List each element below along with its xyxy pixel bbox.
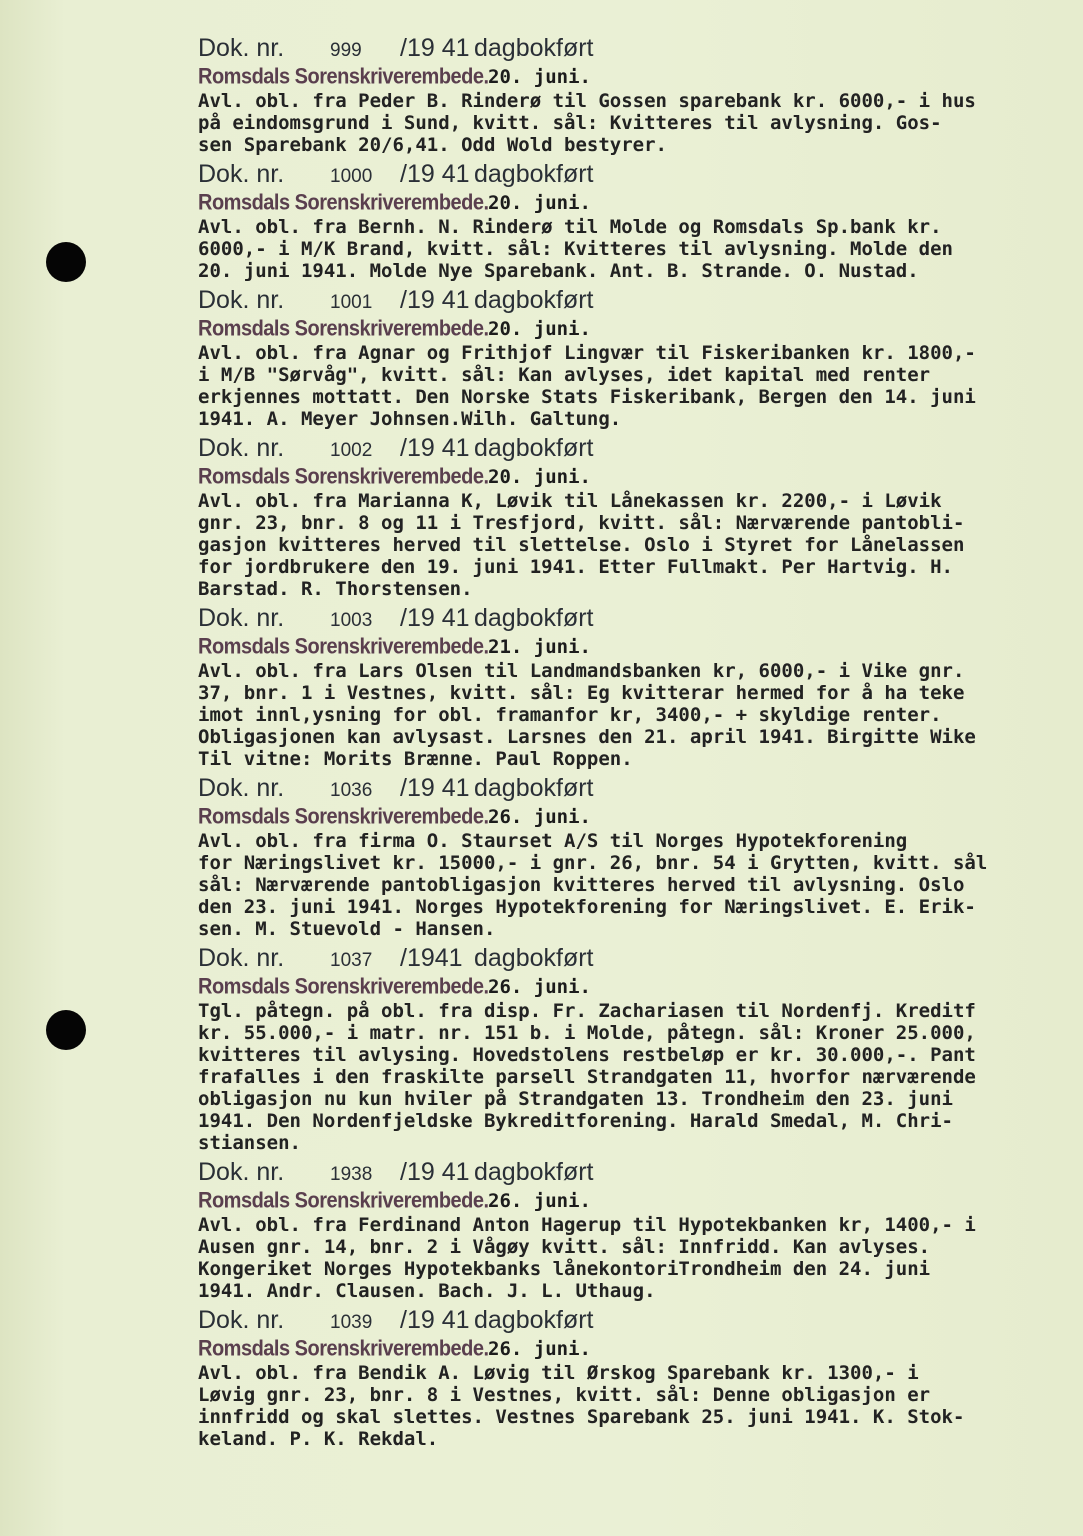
entry-date: 20. juni. (488, 66, 591, 88)
stamp-label: Dok. nr. (198, 1306, 285, 1334)
registration-stamp (198, 1158, 1078, 1190)
text-line: innfridd og skal slettes. Vestnes Sparebank 25. juni 1941. K. Stok- (198, 1406, 965, 1428)
stamp-status: dagbokført (474, 160, 594, 188)
stamp-year: /19 41 (400, 1158, 470, 1186)
text-line: Tgl. påtegn. på obl. fra disp. Fr. Zachariasen til Nordenfj. Kreditf (198, 1000, 976, 1022)
stamp-year: /19 41 (400, 286, 470, 314)
office-stamp: Romsdals Sorenskriverembede. (198, 634, 489, 660)
text-line: 1941. A. Meyer Johnsen.Wilh. Galtung. (198, 408, 622, 430)
registration-stamp (198, 604, 1078, 636)
registration-stamp (198, 434, 1078, 466)
entry-text (198, 342, 1078, 430)
text-line: Til vitne: Morits Brænne. Paul Roppen. (198, 748, 633, 770)
text-line: for jordbrukere den 19. juni 1941. Etter Fullmakt. Per Hartvig. H. (198, 556, 953, 578)
stamp-year: /19 41 (400, 160, 470, 188)
stamp-status: dagbokført (474, 944, 594, 972)
text-line: Avl. obl. fra Peder B. Rinderø til Gossen sparebank kr. 6000,- i hus (198, 90, 976, 112)
entry-text (198, 1362, 1078, 1450)
entries-list (198, 34, 1078, 1454)
registration-stamp (198, 944, 1078, 976)
stamp-status: dagbokført (474, 286, 594, 314)
text-line: Kongeriket Norges Hypotekbanks lånekontoriTrondheim den 24. juni (198, 1258, 931, 1280)
ledger-entry (198, 944, 1078, 1154)
text-line: Avl. obl. fra Bernh. N. Rinderø til Molde og Romsdals Sp.bank kr. (198, 216, 942, 238)
stamp-label: Dok. nr. (198, 1158, 285, 1186)
ledger-entry (198, 434, 1078, 600)
text-line: sen Sparebank 20/6,41. Odd Wold bestyrer. (198, 134, 667, 156)
text-line: Avl. obl. fra Bendik A. Løvig til Ørskog Sparebank kr. 1300,- i (198, 1362, 919, 1384)
stamp-year: /19 41 (400, 434, 470, 462)
text-line: 37, bnr. 1 i Vestnes, kvitt. sål: Eg kvitterar hermed for å ha teke (198, 682, 965, 704)
text-line: for Næringslivet kr. 15000,- i gnr. 26, bnr. 54 i Grytten, kvitt. sål (198, 852, 988, 874)
ledger-entry (198, 160, 1078, 282)
text-line: stiansen. (198, 1132, 301, 1154)
office-line (198, 1338, 1078, 1362)
stamp-label: Dok. nr. (198, 774, 285, 802)
ledger-entry (198, 34, 1078, 156)
entry-date: 26. juni. (488, 1190, 591, 1212)
document-number: 1037 (330, 950, 373, 971)
ledger-entry (198, 1306, 1078, 1450)
text-line: erkjennes mottatt. Den Norske Stats Fiskeribank, Bergen den 14. juni (198, 386, 976, 408)
stamp-label: Dok. nr. (198, 286, 285, 314)
ledger-entry (198, 286, 1078, 430)
text-line: Ausen gnr. 14, bnr. 2 i Vågøy kvitt. sål: Innfridd. Kan avlyses. (198, 1236, 931, 1258)
entry-date: 26. juni. (488, 976, 591, 998)
office-stamp: Romsdals Sorenskriverembede. (198, 1188, 489, 1214)
office-stamp: Romsdals Sorenskriverembede. (198, 316, 489, 342)
text-line: på eindomsgrund i Sund, kvitt. sål: Kvitteres til avlysning. Gos- (198, 112, 942, 134)
text-line: i M/B "Sørvåg", kvitt. sål: Kan avlyses, idet kapital med renter (198, 364, 931, 386)
stamp-status: dagbokført (474, 434, 594, 462)
text-line: keland. P. K. Rekdal. (198, 1428, 439, 1450)
document-number: 1003 (330, 610, 373, 631)
text-line: imot innl,ysning for obl. framanfor kr, 3400,- + skyldige renter. (198, 704, 942, 726)
stamp-status: dagbokført (474, 604, 594, 632)
entry-date: 20. juni. (488, 192, 591, 214)
stamp-year: /19 41 (400, 774, 470, 802)
text-line: Avl. obl. fra Marianna K, Løvik til Lånekassen kr. 2200,- i Løvik (198, 490, 942, 512)
office-stamp: Romsdals Sorenskriverembede. (198, 1336, 489, 1362)
entry-date: 20. juni. (488, 318, 591, 340)
office-stamp: Romsdals Sorenskriverembede. (198, 464, 489, 490)
text-line: kvitteres til avlysing. Hovedstolens restbeløp er kr. 30.000,-. Pant (198, 1044, 976, 1066)
document-number: 1036 (330, 780, 373, 801)
document-number: 1938 (330, 1164, 373, 1185)
office-line (198, 318, 1078, 342)
registration-stamp (198, 774, 1078, 806)
document-number: 1000 (330, 166, 373, 187)
text-line: frafalles i den fraskilte parsell Strandgaten 11, hvorfor nærværende (198, 1066, 976, 1088)
stamp-status: dagbokført (474, 774, 594, 802)
text-line: Avl. obl. fra firma O. Staurset A/S til Norges Hypotekforening (198, 830, 908, 852)
entry-date: 21. juni. (488, 636, 591, 658)
document-number: 1039 (330, 1312, 373, 1333)
entry-text (198, 490, 1078, 600)
entry-text (198, 216, 1078, 282)
text-line: obligasjon nu kun hviler på Strandgaten 13. Trondheim den 23. juni (198, 1088, 953, 1110)
text-line: Avl. obl. fra Ferdinand Anton Hagerup til Hypotekbanken kr, 1400,- i (198, 1214, 976, 1236)
office-stamp: Romsdals Sorenskriverembede. (198, 804, 489, 830)
office-line (198, 466, 1078, 490)
text-line: gasjon kvitteres herved til slettelse. Oslo i Styret for Lånelassen (198, 534, 965, 556)
entry-text (198, 830, 1078, 940)
stamp-year: /19 41 (400, 604, 470, 632)
entry-text (198, 90, 1078, 156)
registration-stamp (198, 1306, 1078, 1338)
office-stamp: Romsdals Sorenskriverembede. (198, 190, 489, 216)
text-line: Barstad. R. Thorstensen. (198, 578, 473, 600)
document-number: 1001 (330, 292, 373, 313)
office-line (198, 806, 1078, 830)
office-line (198, 976, 1078, 1000)
text-line: sen. M. Stuevold - Hansen. (198, 918, 496, 940)
stamp-label: Dok. nr. (198, 434, 285, 462)
entry-date: 26. juni. (488, 1338, 591, 1360)
office-line (198, 66, 1078, 90)
stamp-label: Dok. nr. (198, 944, 285, 972)
text-line: 20. juni 1941. Molde Nye Sparebank. Ant. B. Strande. O. Nustad. (198, 260, 919, 282)
document-number: 999 (330, 40, 362, 61)
text-line: Løvig gnr. 23, bnr. 8 i Vestnes, kvitt. sål: Denne obligasjon er (198, 1384, 931, 1406)
text-line: Avl. obl. fra Agnar og Frithjof Lingvær til Fiskeribanken kr. 1800,- (198, 342, 976, 364)
stamp-status: dagbokført (474, 34, 594, 62)
entry-date: 26. juni. (488, 806, 591, 828)
text-line: 1941. Andr. Clausen. Bach. J. L. Uthaug. (198, 1280, 656, 1302)
document-number: 1002 (330, 440, 373, 461)
stamp-status: dagbokført (474, 1306, 594, 1334)
text-line: 1941. Den Nordenfjeldske Bykreditforening. Harald Smedal, M. Chri- (198, 1110, 953, 1132)
registration-stamp (198, 286, 1078, 318)
office-line (198, 192, 1078, 216)
text-line: gnr. 23, bnr. 8 og 11 i Tresfjord, kvitt. sål: Nærværende pantobli- (198, 512, 965, 534)
text-line: kr. 55.000,- i matr. nr. 151 b. i Molde, påtegn. sål: Kroner 25.000, (198, 1022, 976, 1044)
text-line: 6000,- i M/K Brand, kvitt. sål: Kvitteres til avlysning. Molde den (198, 238, 953, 260)
office-line (198, 1190, 1078, 1214)
text-line: Obligasjonen kan avlysast. Larsnes den 21. april 1941. Birgitte Wike (198, 726, 976, 748)
ledger-entry (198, 774, 1078, 940)
registration-stamp (198, 160, 1078, 192)
entry-date: 20. juni. (488, 466, 591, 488)
binder-hole (46, 242, 86, 282)
text-line: Avl. obl. fra Lars Olsen til Landmandsbanken kr, 6000,- i Vike gnr. (198, 660, 965, 682)
binder-hole (46, 1010, 86, 1050)
ledger-entry (198, 1158, 1078, 1302)
stamp-status: dagbokført (474, 1158, 594, 1186)
office-stamp: Romsdals Sorenskriverembede. (198, 974, 489, 1000)
stamp-year: /1941 (400, 944, 463, 972)
entry-text (198, 660, 1078, 770)
stamp-year: /19 41 (400, 1306, 470, 1334)
text-line: den 23. juni 1941. Norges Hypotekforening for Næringslivet. E. Erik- (198, 896, 976, 918)
entry-text (198, 1000, 1078, 1154)
stamp-label: Dok. nr. (198, 34, 285, 62)
ledger-entry (198, 604, 1078, 770)
office-stamp: Romsdals Sorenskriverembede. (198, 64, 489, 90)
office-line (198, 636, 1078, 660)
stamp-label: Dok. nr. (198, 604, 285, 632)
entry-text (198, 1214, 1078, 1302)
registration-stamp (198, 34, 1078, 66)
text-line: sål: Nærværende pantobligasjon kvitteres herved til avlysning. Oslo (198, 874, 965, 896)
stamp-year: /19 41 (400, 34, 470, 62)
stamp-label: Dok. nr. (198, 160, 285, 188)
